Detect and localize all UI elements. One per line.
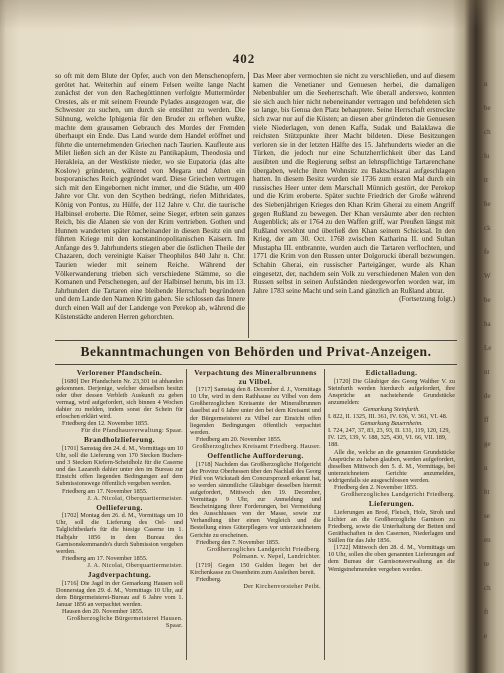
facing-page-fragment: be bbox=[484, 296, 491, 304]
announcement-heading: Lieferungen. bbox=[368, 499, 415, 509]
facing-page-gutter bbox=[484, 72, 504, 660]
announcement-dateline: Friedberg am 17. November 1855. bbox=[62, 487, 148, 495]
facing-page-fragment: ht bbox=[484, 488, 490, 496]
announcement-dateline: Friedberg. bbox=[196, 576, 222, 584]
article-left-column bbox=[55, 72, 245, 338]
announcement-body: [1719] Gegen 150 Gulden liegen bei der Kirchenkasse zu Ossenheim zum Ausleihen bereit. bbox=[190, 561, 321, 577]
facing-page-fragment: fe bbox=[484, 248, 490, 256]
announcement bbox=[190, 369, 321, 450]
section-rule-bottom bbox=[55, 364, 457, 365]
announcements-column-1 bbox=[56, 369, 183, 660]
announcement-body: [1720] Die Gläubiger des Georg Walther V. zu Steinfurth werden hierdurch aufgefordert, ihre Ansprüche an nachstehende Grundstücke anzumelden: bbox=[328, 377, 455, 406]
announcement-signature: J. A. Nicolai, Oberquartiermeister. bbox=[87, 561, 183, 569]
announcement-signature: Der Kirchenvorsteher Peibt. bbox=[243, 583, 321, 591]
facing-page-fragment: lu bbox=[484, 152, 490, 160]
continuation-note: (Fortsetzung folgt.) bbox=[399, 295, 455, 304]
announcement-heading: Verlorener Pfandschein. bbox=[76, 369, 163, 377]
announcement-signature: J. A. Nicolai, Oberquartiermeister. bbox=[87, 494, 183, 502]
announcement-body: [1680] Der Pfandschein Nr. 23,301 ist abhanden gekommen. Derjenige, welcher denselben besitzt oder über dessen Verbleib Auskunft zu geben vermag, wird aufgefordert, sich binnen 4 Wochen dahier zu melden, indem sonst der Schein für erloschen erklärt wird. bbox=[56, 377, 183, 421]
announcement-dateline: Friedberg den 7. November 1855. bbox=[196, 538, 280, 546]
facing-page-fragment: u bbox=[484, 464, 488, 472]
announcement-heading: Brandholzlieferung. bbox=[83, 435, 156, 445]
announcements-column-divider bbox=[186, 369, 187, 660]
facing-page-fragment: tr bbox=[484, 176, 489, 184]
facing-page-fragment: ft bbox=[484, 608, 489, 616]
parcel-number-list: I. 822, II. 1325, III. 361, IV. 636, V. 361, VI. 48. bbox=[328, 413, 448, 421]
page-number: 402 bbox=[232, 51, 256, 66]
facing-page-fragment: ha bbox=[484, 320, 491, 328]
announcement-body: [1718] Nachdem das Großherzogliche Hofgericht der Provinz Oberhessen über den Nachlaß des Georg Pfeil von Wickstadt den Concursprozeß erkannt hat, so werden sämmtliche Gläubiger desselben hiermit aufgefordert, Mittwoch den 19. December, Vormittags 9 Uhr, zur Anmeldung und Bescheinigung ihrer Forderungen, bei Vermeidung des Ausschlusses von der Masse, sowie zur Verhandlung über einen Vergleich und die Bestellung eines Güterpflegers vor unterzeichnetem Gerichte zu erscheinen. bbox=[190, 460, 321, 539]
announcement bbox=[190, 452, 321, 560]
announcement bbox=[56, 571, 183, 629]
facing-page-fragment: te bbox=[484, 560, 490, 568]
announcement-dateline: Friedberg den 12. November 1855. bbox=[62, 420, 149, 428]
facing-page-fragment: de bbox=[484, 392, 491, 400]
announcement-dateline: Friedberg am 20. November 1855. bbox=[196, 435, 282, 443]
facing-page-fragment: u bbox=[484, 80, 488, 88]
announcement-body: [1722] Mittwoch den 28. d. M., Vormittags um 10 Uhr, sollen die oben genannten Lieferungen auf dem Bureau der Garnisonsverwaltung an die Wenigstnehmenden vergeben werden. bbox=[328, 544, 455, 573]
announcements-column-3 bbox=[328, 369, 455, 660]
announcement-heading: Jagdverpachtung. bbox=[87, 570, 152, 580]
parcel-district-label: Gemarkung Bauernheim. bbox=[360, 420, 423, 428]
facing-page-fragment: nt bbox=[484, 368, 490, 376]
announcement-signature: Großherzogliches Kreisamt Friedberg. Hauser. bbox=[192, 442, 321, 450]
facing-page-fragment: e bbox=[484, 632, 488, 640]
announcement-signature: Großherzogliches Landgericht Friedberg. bbox=[340, 491, 455, 499]
section-rule-top bbox=[55, 340, 457, 341]
announcement-body: Alle die, welche an die genannten Grundstücke Ansprüche zu haben glauben, werden aufgefordert, dieselben Mittwoch den 5. d. M., Vormittags, bei unterzeichnetem Gerichte anzumelden, widrigenfalls sie ausgeschlossen werden. bbox=[328, 448, 455, 484]
announcements-heading: Bekanntmachungen von Behörden und Privat-Anzeigen. bbox=[80, 344, 432, 359]
announcement-dateline: Hausen den 20. November 1855. bbox=[62, 608, 144, 615]
facing-page-fragment: be bbox=[484, 104, 491, 112]
announcement-heading: Oeffentliche Aufforderung. bbox=[207, 451, 304, 461]
facing-page-fragment: he bbox=[484, 200, 491, 208]
announcement-signature: Für die Pfandhausverwaltung: Spaar. bbox=[81, 427, 183, 435]
announcement-signature: Großherzogliches Landgericht Friedberg. Polmann. v. Nepel, Landrichter. bbox=[206, 545, 321, 560]
announcement-body: Lieferungen an Brod, Fleisch, Holz, Stroh und Lichter an die Großherzogliche Garnison zu Friedberg, sowie die Unterhaltung der Betten und Geräthschaften in den Casernen, Niederlagen und Ställen für das Jahr 1856. bbox=[328, 508, 455, 545]
article-right-column bbox=[253, 72, 455, 338]
announcements-column-divider bbox=[324, 369, 325, 660]
announcement bbox=[56, 504, 183, 569]
announcement bbox=[56, 369, 183, 434]
article-right-text: Das Meer aber vermochten sie nicht zu verschließen, und auf diesem kamen die Venetianer und Genuesen herbei, die damaligen Nebenbuhler um die Seeherrschaft. Wie überall anderswo, konnten sie sich auch hier nicht nebeneinander vertragen und befehdeten sich so lange, bis Genua den Platz behauptete. Seine Herrschaft erstreckte sich zwar nur auf die Küsten; an diesen aber gründeten die Genuesen viele Niederlagen, von denen Kaffa, Sudak und Balaklawa die reichsten Stützpunkte ihrer Macht bildeten. Diese Besitzungen verloren sie in der letzten Hälfte des 15. Jahrhunderts wieder an die Türken, die jedoch nur eine Schutzherrlichkeit über das Land ausübten und die Regierung selbst an lehnspflichtige Tartarenchane übergaben, welche ihren Wohnsitz zu Baktschisarai aufgeschlagen hatten. In diesem Besitz wurden sie 1736 zum ersten Mal durch ein russisches Heer unter dem Marschall Münnich gestört, der Perekop und die Krim eroberte. Später suchte Friedrich der Große während des Siebenjährigen Krieges den Khan Krim Gherai zu einem Angriff gegen Rußland zu bewegen. Der Khan versäumte aber den rechten Augenblick; als er 1764 zu den Waffen griff, war Preußen längst mit Rußland versöhnt und überließ den Khan seinem Schicksal. In den Krieg, der am 30. Oct. 1768 zwischen Katharina II. und Sultan Mustapha III. entbrannte, wurden auch die Tartaren verflochten, und 1771 die Krim von den Russen unter Dolgorucki überall bezwungen. Schahin Gherai, ein russischer Parteigänger, wurde als Khan eingesetzt, der, nachdem sein Volk zu verschiedenen Malen von den Russen selbst in seinen Aufständen niedergeworfen worden war, im Jahre 1783 seine Macht und sein Land gänzlich an Rußland abtrat. bbox=[253, 72, 455, 295]
facing-page-fragment: se bbox=[484, 512, 490, 520]
announcement-heading: Oellieferung. bbox=[96, 502, 143, 512]
article-left-text: so oft mit dem Blute der Opfer, auch von den Menschenopfern, gerötet hat. Weiterhin auf einem Felsen weilte lange Nacht zunächst der von den Rachegöttinnen verfolgte Muttermörder Orestes, als er mit seinem Freunde Pylades ausgezogen war, die Schwester zu suchen, um durch sie entsühnt zu werden. Die Sühnung, welche Iphigenia für den Bruder zu erflehen wußte, machte dem grausamen Gebrauch des Mordes der Fremden überhaupt ein Ende. Das Land wurde dem Handel eröffnet und führte die unternehmenden Griechen nach Taurien. Kaufleute aus Milet ließen sich an der Küste zu Pantikapäum, Theodosia und Herakleia, an der Westküste nieder, wo sie Eupatoria (das alte Koslow) gründeten, während von Megara und Athen ein bosporanisches Reich gegründet ward. Diese Griechen vertrugen sich mit den Eingebornen nicht immer, und die Städte, um 400 Jahre vor Chr. von den Scythen bedrängt, riefen Mithridates, König von Pontus, zu Hülfe, der 112 Jahre v. Chr. die taurische Halbinsel eroberte. Die Römer, seine Sieger, erbten sein ganzes Reich, bis die Alanen sie von der Krim vertrieben. Gothen und Hunnen wanderten später nacheinander in diesen Besitz ein und führten Kriege mit den konstantinopolitanischen Kaisern. Im Anfange des 9. Jahrhunderts stiegen aber die östlichen Theile der Chazaren, doch vereinigte Kaiser Theophilos 840 Jahr n. Chr. Taurien wieder mit seinem Reiche. Während der Völkerwanderung trieben sich verschiedene Stämme, so die Komanen und Petschenegen, auf der Halbinsel herum, bis im 13. Jahrhundert die Tartaren eine bleibende Herrschaft begründeten und dem Lande den Namen Krim gaben. Sie schlossen das Innere durch einen Wall auf der Landenge von Perekop ab, während die Küstenstädte anderen Herren gehorchten. bbox=[55, 72, 245, 321]
facing-page-fragment: ck bbox=[484, 224, 491, 232]
facing-page-fragment: ch bbox=[484, 584, 491, 592]
announcement-signature: Großherzogliche Bürgermeisterei Hausen. Spaar. bbox=[66, 615, 183, 630]
announcement-body: [1702] Montag den 26. d. M., Vormittags um 10 Uhr, soll die Lieferung des Oel- und Talglichtbedarfs für die hiesige Caserne im 1. Halbjahr 1856 in dem Bureau des Garnisonskommando's durch Submission vergeben werden. bbox=[56, 512, 183, 555]
announcement-body: [1716] Die Jagd in der Gemarkung Hausen soll Donnerstag den 29. d. M., Vormittags 10 Uhr, auf dem Bürgermeisterei-Bureau auf 6 Jahre vom 1. Januar 1856 an verpachtet werden. bbox=[56, 579, 183, 608]
announcement-body: [1701] Samstag den 24. d. M., Vormittags um 10 Uhr, soll die Lieferung von 170 Stecken Buchen- und 3 Stecken Kiefern-Scheidholz für die Caserne und das Lazareth dahier unter den im Bureau zur Einsicht offen liegenden Bedingungen auf dem Submissionswege öffentlich vergeben werden. bbox=[56, 444, 183, 488]
facing-page-fragment: ff bbox=[484, 416, 489, 424]
facing-page-fragment: en bbox=[484, 536, 491, 544]
announcement bbox=[328, 500, 455, 572]
facing-page-fragment: W bbox=[484, 272, 491, 280]
announcement-body: [1717] Samstag den 8. December d. J., Vormittags 10 Uhr, wird in dem Rathhause zu Vilbel von dem Großherzoglichen Kreisamte der Mineralbrunnen daselbst auf 6 Jahre unter den bei dem Kreisamt und der Bürgermeisterei zu Vilbel zur Einsicht offen liegenden Bedingungen öffentlich verpachtet werden. bbox=[190, 386, 321, 436]
facing-page-fragment: Le bbox=[484, 344, 492, 352]
announcement bbox=[190, 562, 321, 590]
facing-page-fragment: ge bbox=[484, 440, 491, 448]
announcement bbox=[328, 369, 455, 498]
announcement-heading: Verpachtung des Mineralbrunnens zu Vilbel. bbox=[194, 369, 317, 386]
announcement-dateline: Friedberg den 2. November 1855. bbox=[334, 484, 418, 491]
facing-page-fragment: ch bbox=[484, 128, 491, 136]
announcement-dateline: Friedberg am 17. November 1855. bbox=[62, 554, 148, 562]
announcements-column-2 bbox=[190, 369, 321, 660]
announcement bbox=[56, 436, 183, 501]
parcel-number-list: I. 724, 247, 37, 83, 23, 93, II. 131, 119, 120, 129, IV. 125, 139, V. 188, 325, 430, VI. 66, VII. 189, 188. bbox=[328, 427, 450, 449]
article-column-divider bbox=[248, 72, 249, 338]
parcel-district-label: Gemarkung Steinfurth. bbox=[363, 405, 420, 413]
announcement-heading: Edictalladung. bbox=[365, 369, 418, 377]
